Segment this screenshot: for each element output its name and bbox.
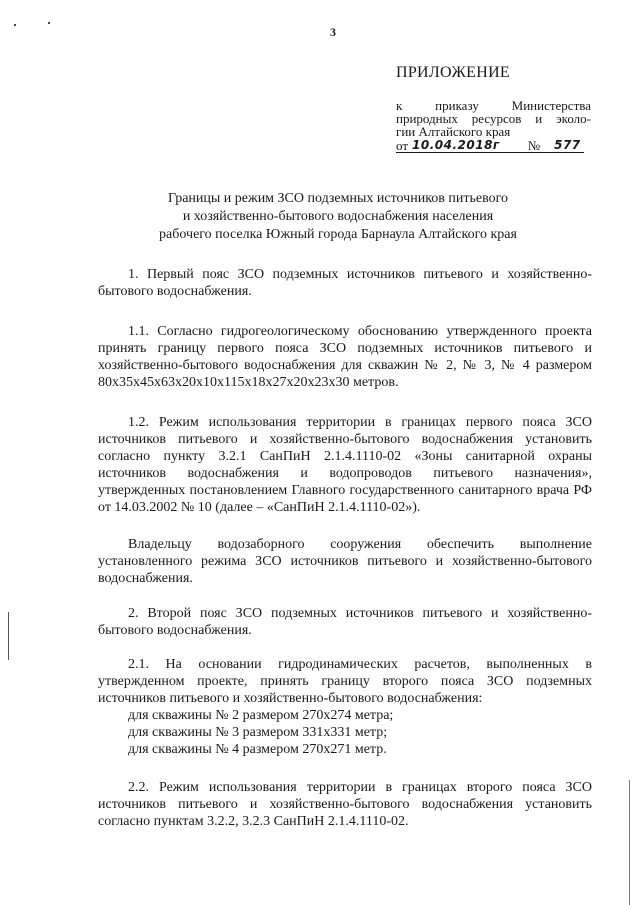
handwritten-number: 577 bbox=[554, 138, 581, 152]
order-date-number bbox=[396, 138, 584, 153]
number-label: № bbox=[527, 138, 541, 153]
heading-line: рабочего поселка Южный города Барнаула Алтайского края bbox=[159, 227, 517, 242]
owner-paragraph bbox=[98, 536, 592, 587]
page-number: 3 bbox=[330, 25, 336, 39]
paragraph: 1. Первый пояс ЗСО подземных источников питьевого и хозяйственно-бытового водоснабжения. bbox=[98, 267, 592, 299]
section-1-1 bbox=[98, 323, 592, 391]
paragraph: Владельцу водозаборного сооружения обеспечить выполнение установленного режима ЗСО источников питьевого и хозяйственно-бытового водоснабжения. bbox=[98, 537, 592, 586]
section-2-1 bbox=[98, 656, 592, 758]
appendix-block bbox=[396, 66, 591, 153]
paragraph: 2.1. На основании гидродинамических расчетов, выполненных в утвержденном проекте, принять границу второго пояса ЗСО подземных источников питьевого и хозяйственно-бытового водоснабжения: bbox=[98, 657, 592, 706]
handwritten-date: 10.04.2018г bbox=[412, 138, 500, 152]
appendix-title: ПРИЛОЖЕНИЕ bbox=[396, 64, 511, 81]
section-1 bbox=[98, 266, 592, 300]
paragraph: 2.2. Режим использования территории в границах второго пояса ЗСО источников питьевого и хозяйственно-бытового водоснабжения установить согласно пунктам 3.2.2, 3.2.3 СанПиН 2.1.4.1110-02. bbox=[98, 780, 592, 829]
scan-dot bbox=[48, 22, 50, 24]
appendix-line: природных ресурсов и эколо- bbox=[396, 111, 591, 126]
section-2-2 bbox=[98, 779, 592, 830]
scan-edge-mark bbox=[629, 780, 630, 905]
appendix-line: гии Алтайского края bbox=[396, 124, 511, 139]
heading-line: Границы и режим ЗСО подземных источников питьевого bbox=[168, 191, 508, 206]
section-1-2 bbox=[98, 414, 592, 516]
paragraph: 2. Второй пояс ЗСО подземных источников питьевого и хозяйственно-бытового водоснабжения. bbox=[98, 606, 592, 638]
scan-dot bbox=[14, 24, 16, 26]
paragraph: 1.2. Режим использования территории в границах первого пояса ЗСО источников питьевого и хозяйственно-бытового водоснабжения установить согласно пункту 3.2.1 СанПиН 2.1.4.1110-02 «Зоны санитарной охраны источников водоснабжения и водопроводов питьевого назначения», утвержденных постановлением Главного государственного санитарного врача РФ от 14.03.2002 № 10 (далее – «СанПиН 2.1.4.1110-02»). bbox=[98, 415, 592, 515]
appendix-line: к приказу Министерства bbox=[396, 98, 591, 113]
heading-line: и хозяйственно-бытового водоснабжения населения bbox=[182, 209, 494, 224]
well-item: для скважины № 2 размером 270х274 метра; bbox=[128, 708, 394, 723]
scan-edge-mark bbox=[8, 612, 9, 660]
paragraph: 1.1. Согласно гидрогеологическому обоснованию утвержденного проекта принять границу первого пояса ЗСО подземных источников питьевого и хозяйственно-бытового водоснабжения для скважин № 2, № 3, № 4 размером 80х35х45х63х20х10х115х18х27х20х23х30 метров. bbox=[98, 324, 592, 390]
section-2 bbox=[98, 605, 592, 639]
date-prefix: от bbox=[396, 138, 409, 153]
well-item: для скважины № 4 размером 270х271 метр. bbox=[128, 742, 387, 757]
well-item: для скважины № 3 размером 331х331 метр; bbox=[128, 725, 388, 740]
document-heading bbox=[100, 190, 576, 244]
